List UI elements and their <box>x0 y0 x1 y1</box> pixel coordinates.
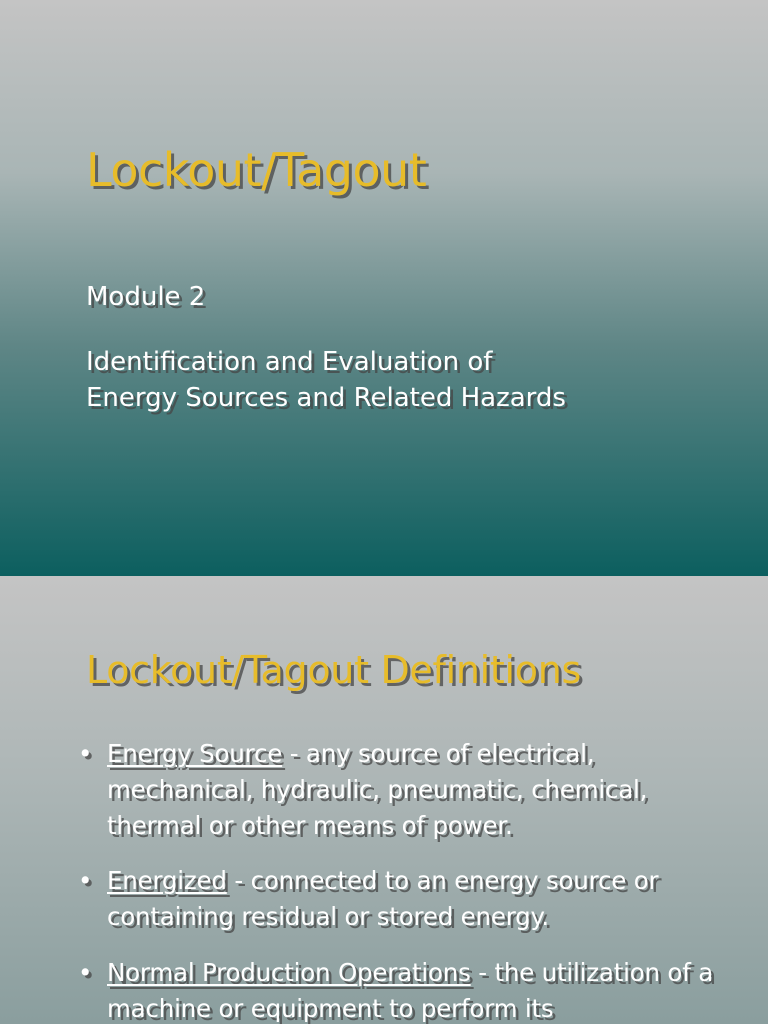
definition-term: Energized <box>107 866 227 896</box>
definition-text: - any source of electrical, mechanical, hydraulic, pneumatic, chemical, thermal or other means of power. <box>107 739 648 840</box>
definition-term: Energy Source <box>107 739 283 768</box>
bullet-icon: • <box>78 739 93 768</box>
definition-text: - connected to an energy source or containing residual or stored energy. <box>107 866 659 932</box>
bullet-icon: • <box>78 866 93 896</box>
slide-subtitle <box>86 344 726 417</box>
definition-item <box>76 863 736 935</box>
definition-term: Normal Production Operations <box>107 957 471 987</box>
module-label: Module 2 <box>86 282 206 312</box>
subtitle-line: Energy Sources and Related Hazards <box>86 383 566 414</box>
subtitle-line: Identification and Evaluation of <box>86 347 493 377</box>
definition-text: - the utilization of a machine or equipment to perform its <box>107 957 714 1023</box>
definitions-list <box>76 736 736 1024</box>
definition-item <box>76 955 736 1024</box>
bullet-icon: • <box>78 957 93 987</box>
slide-definitions <box>0 576 768 1024</box>
definitions-heading: Lockout/Tagout Definitions <box>86 648 581 692</box>
definition-item <box>76 736 736 843</box>
slide-title-heading: Lockout/Tagout <box>86 143 427 197</box>
